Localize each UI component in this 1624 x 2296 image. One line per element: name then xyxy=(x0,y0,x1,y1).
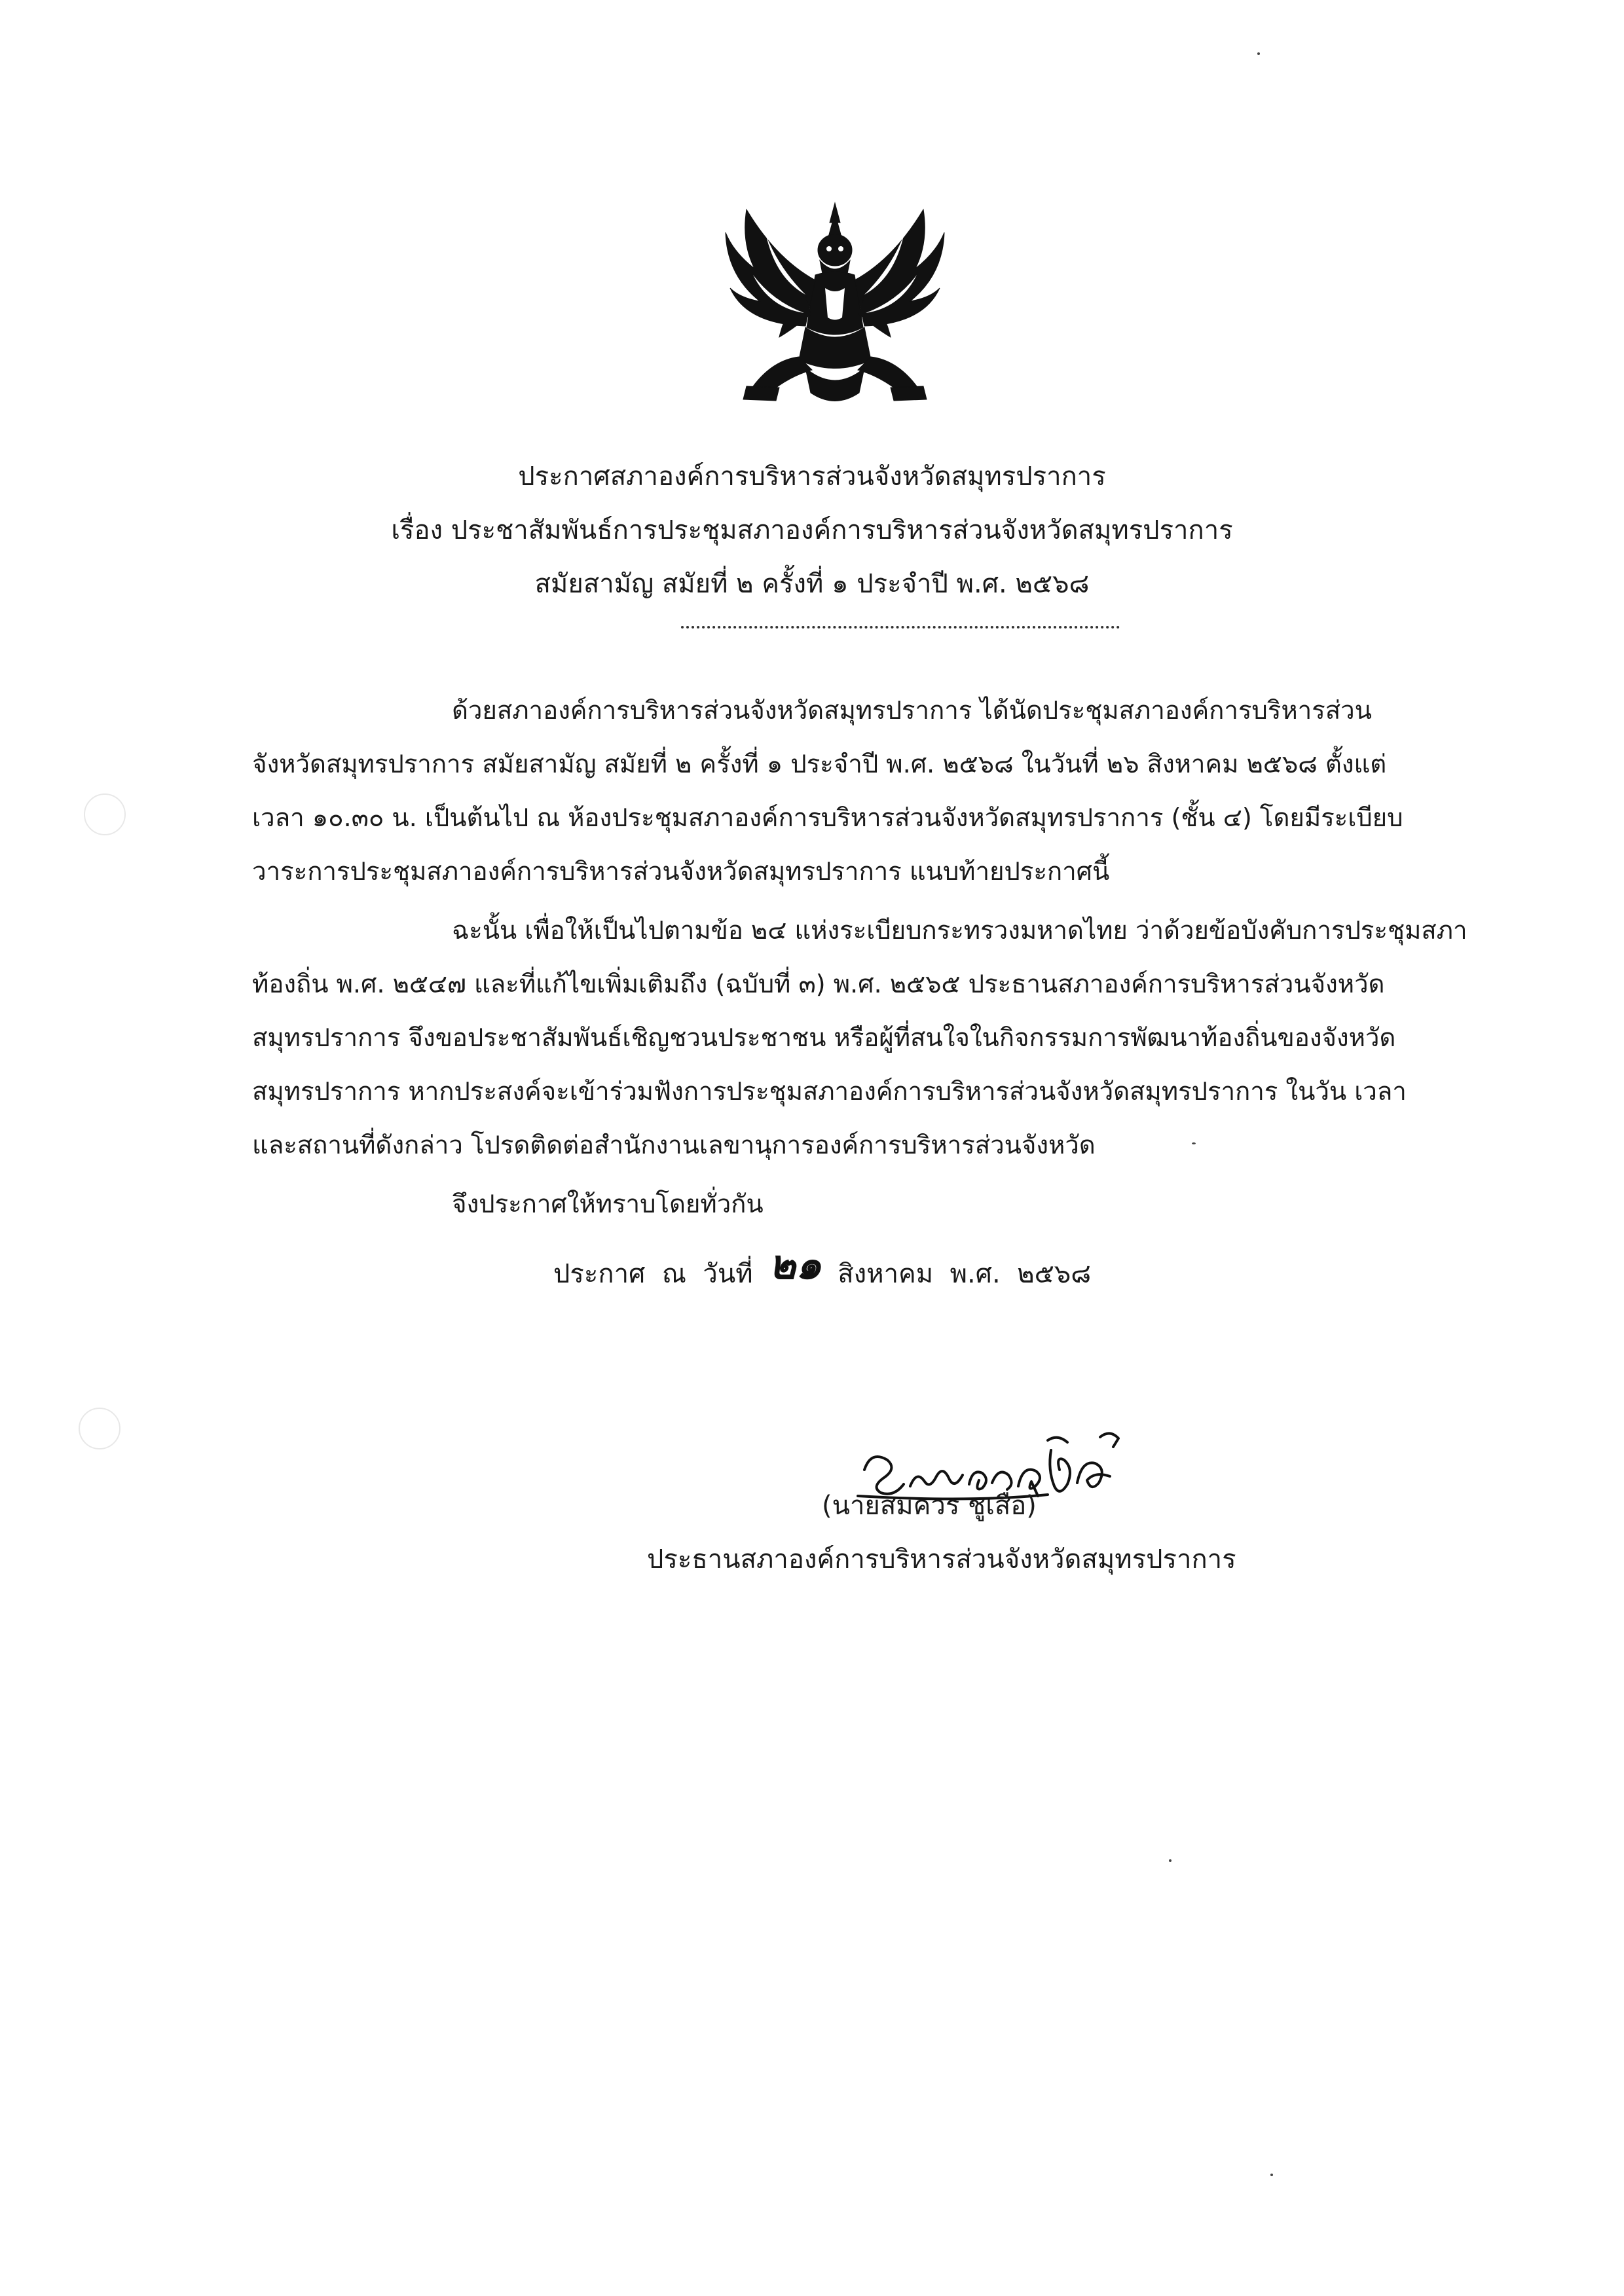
announcement-subject: เรื่อง ประชาสัมพันธ์การประชุมสภาองค์การบริหารส่วนจังหวัดสมุทรปราการ xyxy=(391,515,1233,545)
announcement-date xyxy=(553,1241,1092,1292)
paragraph-2-line: ท้องถิ่น พ.ศ. ๒๕๔๗ และที่แก้ไขเพิ่มเติมถึง (ฉบับที่ ๓) พ.ศ. ๒๕๖๕ ประธานสภาองค์การบริหารส่วนจังหวัด xyxy=(252,970,1385,999)
date-suffix: สิงหาคม พ.ศ. ๒๕๖๘ xyxy=(838,1259,1092,1289)
paragraph-1-line: จังหวัดสมุทรปราการ สมัยสามัญ สมัยที่ ๒ ครั้งที่ ๑ ประจำปี พ.ศ. ๒๕๖๘ ในวันที่ ๒๖ สิงหาคม ๒๕๖๘ ตั้งแต่ xyxy=(252,750,1387,779)
paragraph-1-line: เวลา ๑๐.๓๐ น. เป็นต้นไป ณ ห้องประชุมสภาองค์การบริหารส่วนจังหวัดสมุทรปราการ (ชั้น ๔) โดยมีระเบียบ xyxy=(252,803,1403,833)
date-day-handwritten: ๒๑ xyxy=(769,1241,822,1288)
paragraph-2-line: สมุทรปราการ หากประสงค์จะเข้าร่วมฟังการประชุมสภาองค์การบริหารส่วนจังหวัดสมุทรปราการ ในวัน เวลา xyxy=(252,1077,1407,1106)
garuda-emblem-icon xyxy=(707,196,963,419)
punch-hole-mark xyxy=(84,793,126,835)
scan-speck xyxy=(1270,2174,1273,2176)
announcement-title: ประกาศสภาองค์การบริหารส่วนจังหวัดสมุทรปราการ xyxy=(518,462,1106,492)
dotted-divider xyxy=(681,626,1120,629)
signatory-position: ประธานสภาองค์การบริหารส่วนจังหวัดสมุทรปราการ xyxy=(647,1544,1236,1575)
scan-speck xyxy=(1192,1142,1196,1144)
date-prefix: ประกาศ ณ วันที่ xyxy=(553,1259,753,1289)
announcement-session: สมัยสามัญ สมัยที่ ๒ ครั้งที่ ๑ ประจำปี พ.ศ. ๒๕๖๘ xyxy=(534,569,1090,599)
paragraph-2-line: และสถานที่ดังกล่าว โปรดติดต่อสำนักงานเลขานุการองค์การบริหารส่วนจังหวัด xyxy=(252,1131,1096,1160)
signatory-name: (นายสมควร ชูเสือ) xyxy=(822,1491,1037,1521)
paragraph-2-line: สมุทรปราการ จึงขอประชาสัมพันธ์เชิญชวนประชาชน หรือผู้ที่สนใจในกิจกรรมการพัฒนาท้องถิ่นของจังหวัด xyxy=(252,1023,1396,1053)
scan-speck xyxy=(1169,1859,1172,1862)
punch-hole-mark xyxy=(79,1408,120,1449)
scan-speck xyxy=(1257,52,1260,55)
paragraph-2-line: ฉะนั้น เพื่อให้เป็นไปตามข้อ ๒๔ แห่งระเบียบกระทรวงมหาดไทย ว่าด้วยข้อบังคับการประชุมสภา xyxy=(452,916,1467,945)
paragraph-1-line: ด้วยสภาองค์การบริหารส่วนจังหวัดสมุทรปราการ ได้นัดประชุมสภาองค์การบริหารส่วน xyxy=(452,696,1372,725)
closing-statement: จึงประกาศให้ทราบโดยทั่วกัน xyxy=(452,1190,764,1219)
paragraph-1-line: วาระการประชุมสภาองค์การบริหารส่วนจังหวัดสมุทรปราการ แนบท้ายประกาศนี้ xyxy=(252,857,1110,886)
